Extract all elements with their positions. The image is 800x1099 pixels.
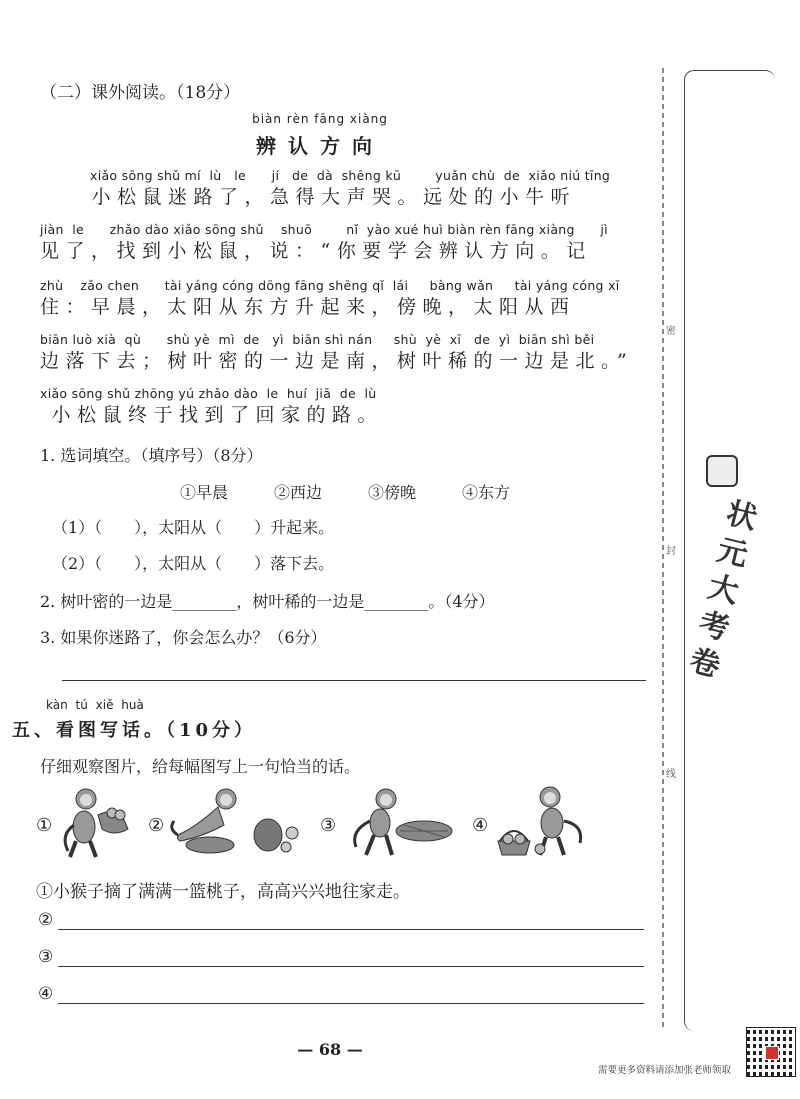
section5-title: 五、看图写话。（10分） (12, 720, 257, 741)
answer-line-3[interactable] (58, 966, 644, 967)
story-line-5-text: 小松鼠终于找到了回家的路。 (26, 404, 384, 426)
seal-dashed-line (662, 68, 664, 1028)
picture-row (36, 785, 596, 865)
q1-options (180, 480, 510, 503)
q3-answer-line[interactable] (62, 680, 646, 681)
answer-line-4[interactable] (58, 1003, 644, 1004)
section5-pinyin: kàn tú xiě huà (46, 698, 144, 712)
monkey-picture-3 (340, 785, 460, 861)
q1-option: ①早晨 (180, 483, 229, 502)
section5-example: ①小猴子摘了满满一篮桃子，高高兴兴地往家走。 (36, 882, 410, 902)
qr-code-icon (746, 1027, 796, 1077)
seal-mark: 线 (666, 769, 676, 780)
story-title-pinyin: biàn rèn fāng xiàng (252, 112, 388, 126)
page-number: — 68 — (297, 1040, 363, 1059)
story-line-5-pinyin: xiǎo sōng shǔ zhōng yú zhǎo dào le huí jiā de lù (40, 386, 377, 401)
story-line-2-pinyin: jiàn le zhǎo dào xiǎo sōng shǔ shuō nǐ yào xué huì biàn rèn fāng xiàng jì (40, 222, 608, 237)
story-line-4-pinyin: biān luò xià qù shù yè mì de yì biān shì nán shù yè xī de yì biān shì běi (40, 332, 595, 347)
story-title: 辨认方向 (256, 134, 384, 158)
brand-name: 状元大考卷 (686, 495, 761, 685)
section-title: （二）课外阅读。（18分） (40, 83, 241, 103)
seal-mark: 封 (666, 546, 676, 557)
story-line-1-text: 小松鼠迷路了，急得大声哭。远处的小牛听 (66, 186, 577, 208)
picture-label: ④ (472, 815, 489, 836)
q2-prompt[interactable]: 2. 树叶密的一边是________，树叶稀的一边是________。（4分） (40, 592, 495, 611)
q1-option: ②西边 (274, 483, 323, 502)
answer-label: ③ (38, 947, 54, 967)
q1-option: ④东方 (462, 483, 511, 502)
q3-prompt: 3. 如果你迷路了，你会怎么办？（6分） (40, 628, 327, 647)
monkey-picture-2 (168, 785, 308, 861)
q1-option: ③傍晚 (368, 483, 417, 502)
monkey-picture-1 (56, 785, 146, 861)
q1-item-1[interactable]: （1）（ ），太阳从（ ）升起来。 (52, 518, 335, 537)
answer-line-2[interactable] (58, 929, 644, 930)
picture-label: ① (36, 815, 53, 836)
monkey-picture-4 (490, 785, 590, 861)
q1-item-2[interactable]: （2）（ ），太阳从（ ）落下去。 (52, 554, 335, 573)
picture-label: ③ (320, 815, 337, 836)
story-line-3-text: 住：早晨，太阳从东方升起来，傍晚，太阳从西 (40, 296, 576, 318)
footer-note: 需要更多资料请添加张老师领取 (598, 1065, 732, 1076)
story-line-2-text: 见了，找到小松鼠，说：“你要学会辨认方向。记 (40, 240, 592, 262)
story-line-1-pinyin: xiǎo sōng shǔ mí lù le jí de dà shēng kū yuǎn chù de xiǎo niú tīng (90, 168, 611, 183)
story-line-3-pinyin: zhù zǎo chen tài yáng cóng dōng fāng shēng qǐ lái bàng wǎn tài yáng cóng xī (40, 278, 620, 293)
brand-logo-icon (706, 455, 738, 487)
story-line-4-text: 边落下去；树叶密的一边是南，树叶稀的一边是北。” (40, 350, 634, 372)
answer-label: ② (38, 910, 54, 930)
q1-prompt: 1. 选词填空。（填序号）（8分） (40, 446, 263, 465)
seal-mark: 密 (666, 326, 676, 337)
section5-instruction: 仔细观察图片，给每幅图写上一句恰当的话。 (40, 757, 361, 776)
picture-label: ② (148, 815, 165, 836)
answer-label: ④ (38, 984, 54, 1004)
